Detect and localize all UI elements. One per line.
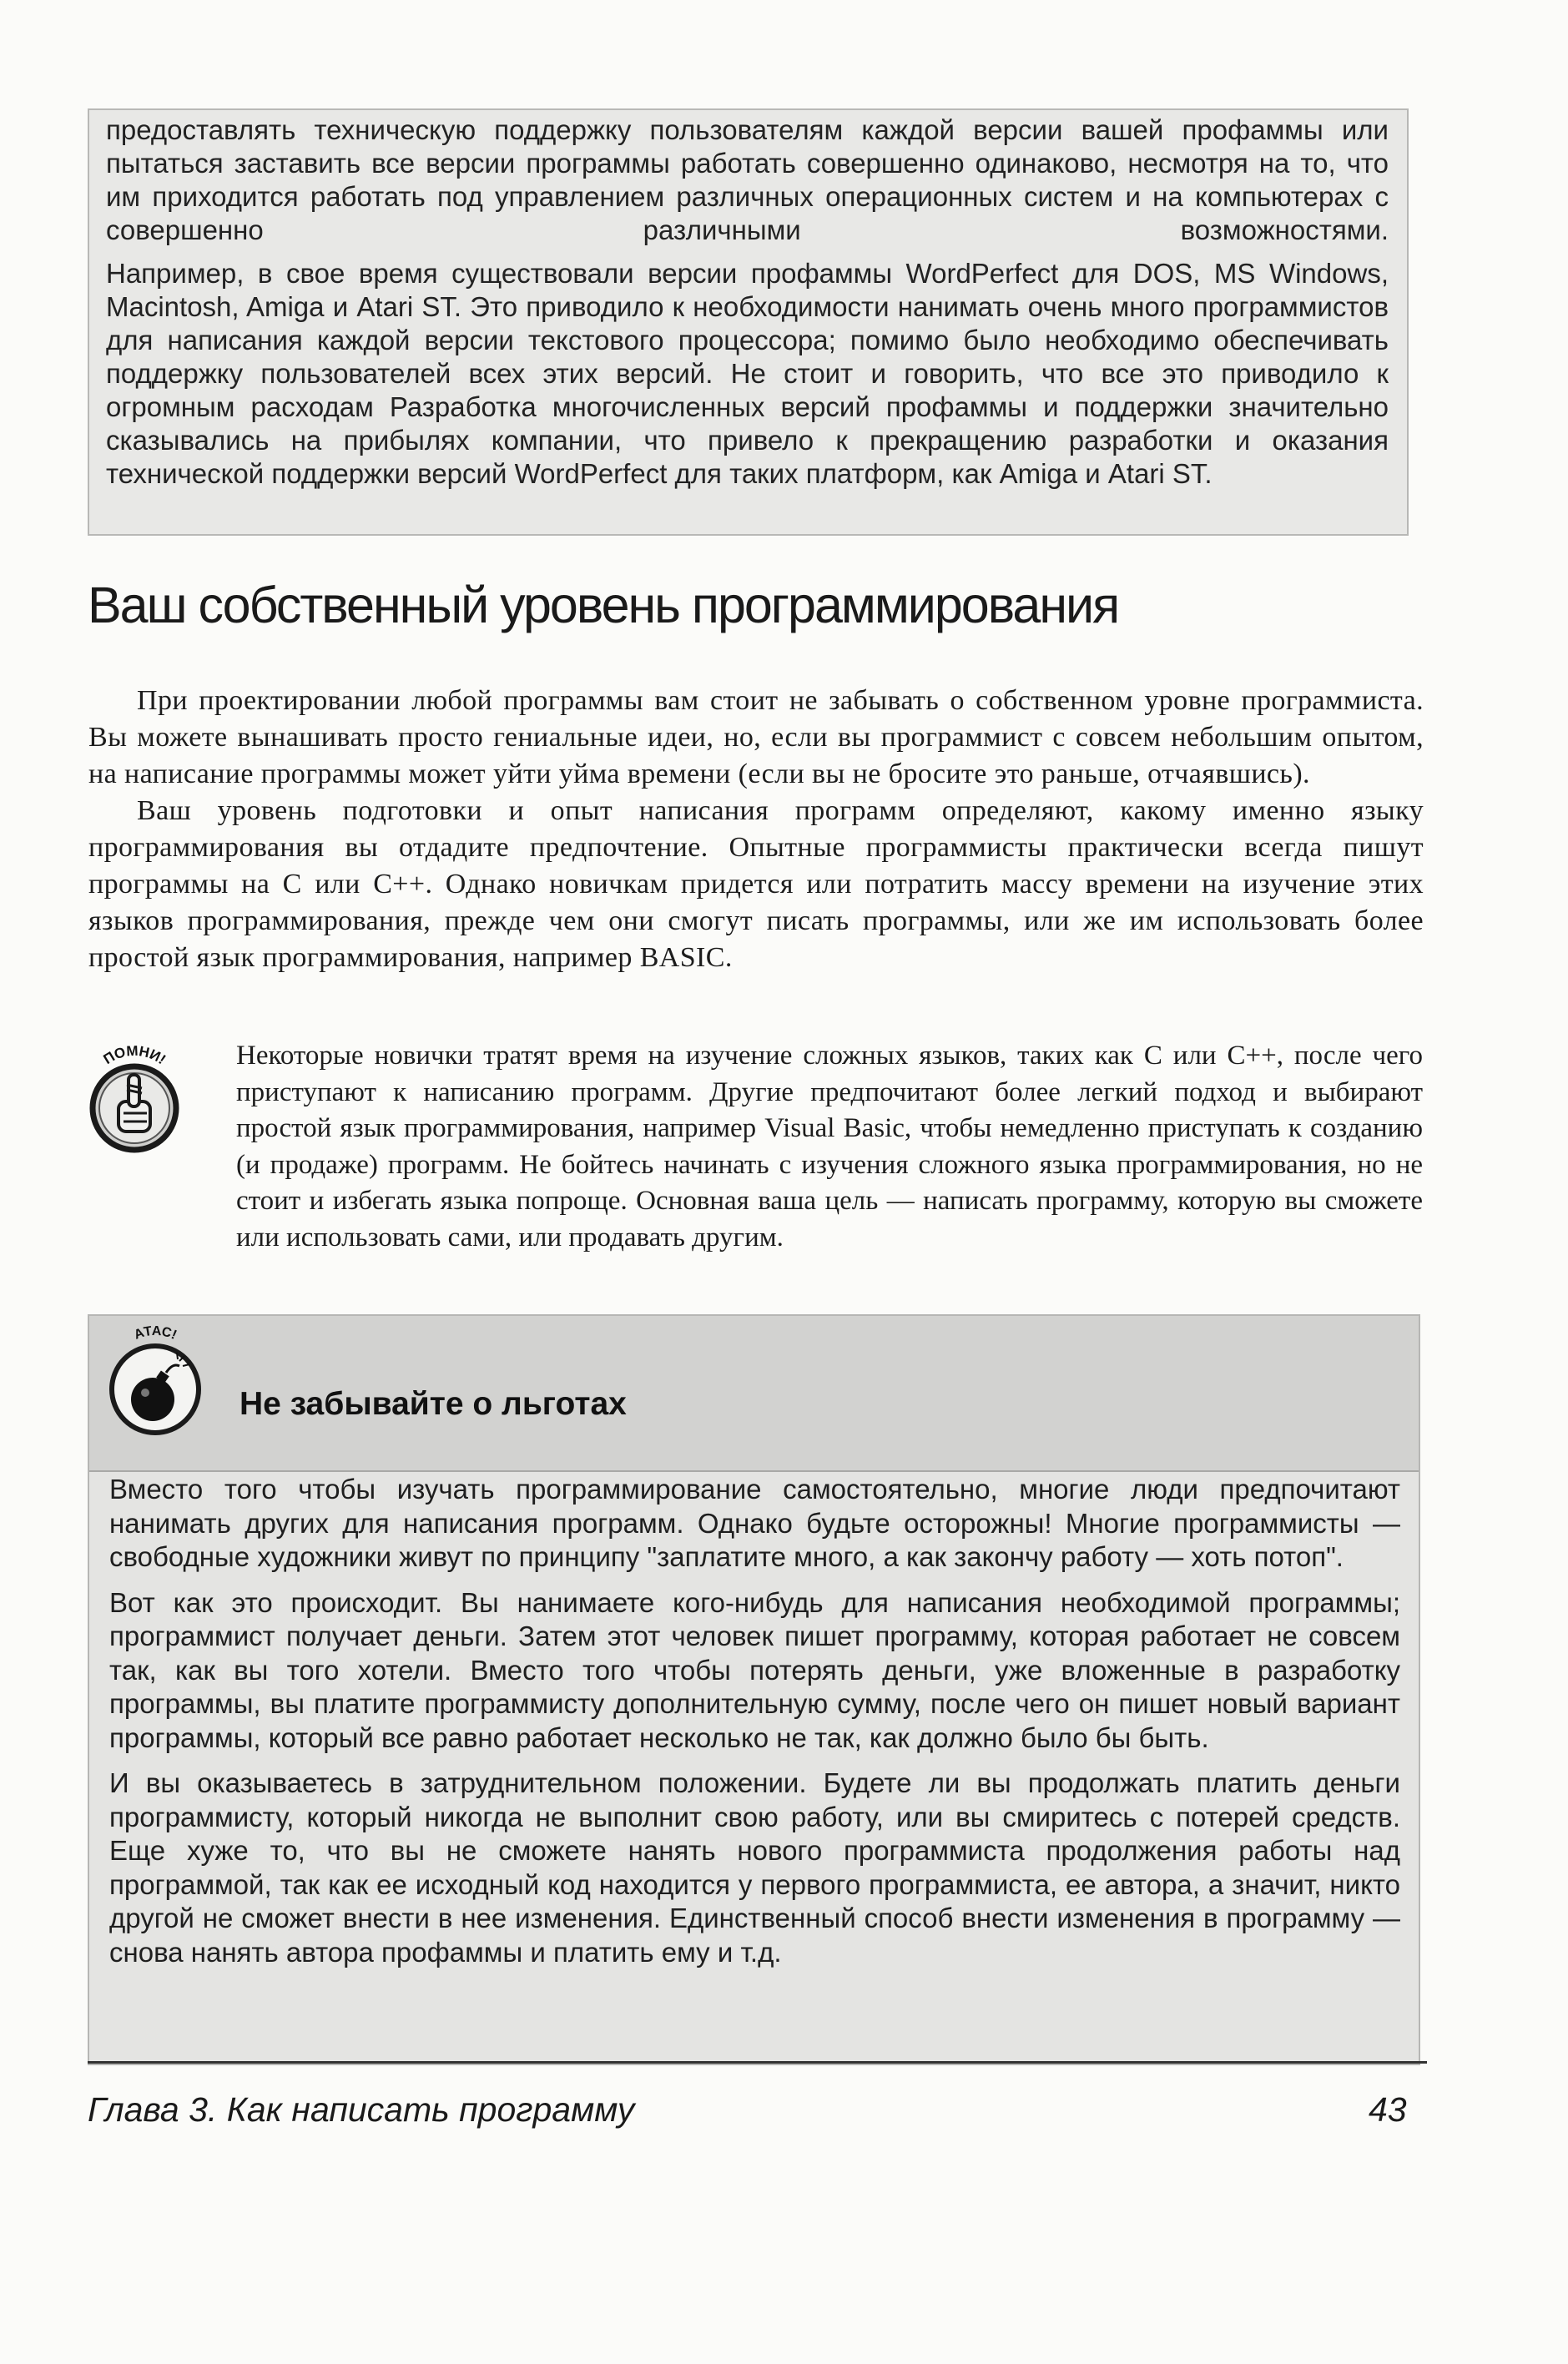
- remember-text: Некоторые новички тратят время на изучение сложных языков, таких как С или С++, после чего приступают к написанию программ. Другие предпочитают более легкий подход и выбирают простой язык программирования, например Visual Basic, чтобы немедленно приступать к созданию (и продаже) программ. Не бойтесь начинать с изучения сложного языка программирования, но не стоит и избегать языка попроще. Основная ваша цель — написать программу, которую вы сможете или использовать сами, или продавать другим.: [236, 1041, 1423, 1253]
- body-paragraph-1: При проектировании любой программы вам стоит не забывать о собственном уровне программиста. Вы можете вынашивать просто гениальные идеи, но, если вы программист с совсем небольшим опытом, на написание программы может уйти уйма времени (если вы не бросите это раньше, отчаявшись).: [88, 685, 1424, 789]
- chapter-title: Глава 3. Как написать программу: [88, 2090, 635, 2129]
- sidebar-paragraph-2: Например, в свое время существовали версии профаммы WordPerfect для DOS, MS Windows, Macintosh, Amiga и Atari ST. Это приводило к необходимости нанимать очень много программистов для написания каждой версии текстового процессора; помимо было необходимо обеспечивать поддержку пользователей всех этих версий. Не стоит и говорить, что все это приводило к огромным расходам Разработка многочисленных версий профаммы и поддержки значительно сказывались на прибылях компании, что привело к прекращению разработки и оказания технической поддержки версий WordPerfect для таких платформ, как Amiga и Atari ST.: [106, 258, 1389, 489]
- warning-title: Не забывайте о льготах: [239, 1386, 627, 1422]
- body-text: [88, 683, 1424, 976]
- sidebar-paragraph-1: предоставлять техническую поддержку пользователям каждой версии вашей профаммы или пытаться заставить все версии программы работать совершенно одинаково, несмотря на то, что им приходится работать под управлением различных операционных систем и на компьютерах с совершенно различными возможностями.: [106, 114, 1389, 245]
- warning-paragraph-3: И вы оказываетесь в затруднительном положении. Будете ли вы продолжать платить деньги программисту, который никогда не выполнит свою работу, или вы смиритесь с потерей средств. Еще хуже то, что вы не сможете нанять нового программиста продолжения работы над программой, так как ее исходный код находится у первого программиста, ее автора, а значит, никто другой не сможет внести в нее изменения. Единственный способ внести изменения в программу — снова нанять автора профаммы и платить ему и т.д.: [109, 1767, 1400, 1968]
- sidebar-box: [88, 108, 1409, 536]
- remember-icon: [72, 1041, 197, 1167]
- page-number: 43: [1369, 2090, 1407, 2129]
- warning-paragraph-2: Вот как это происходит. Вы нанимаете кого-нибудь для написания необходимой программы; программист получает деньги. Затем этот человек пишет программу, которая работает не совсем так, как вы того хотели. Вместо того чтобы потерять деньги, уже вложенные в разработку программы, вы платите программисту дополнительную сумму, после чего он пишет новый вариант программы, который все равно работает несколько не так, как должно было бы быть.: [109, 1586, 1400, 1753]
- svg-text:АТАС!: [132, 1324, 179, 1343]
- warning-icon-label: АТАС!: [132, 1323, 179, 1343]
- footer-rule: [88, 2061, 1427, 2064]
- warning-box: [88, 1314, 1420, 2065]
- bomb-icon: [93, 1323, 218, 1448]
- remember-icon-label: ПОМНИ!: [100, 1042, 169, 1068]
- warning-header: [89, 1316, 1419, 1472]
- warning-paragraph-1: Вместо того чтобы изучать программирование самостоятельно, многие люди предпочитают нанимать других для написания программ. Однако будьте осторожны! Многие программисты — свободные художники живут по принципу "заплатите много, а как закончу работу — хоть потоп".: [109, 1474, 1400, 1572]
- section-title: Ваш собственный уровень программирования: [88, 577, 1119, 633]
- warning-body: [109, 1473, 1400, 1981]
- remember-note: [236, 1038, 1423, 1256]
- body-paragraph-2: Ваш уровень подготовки и опыт написания программ определяют, какому именно языку программирования вы отдадите предпочтение. Опытные программисты практически всегда пишут программы на С или С++. Однако новичкам придется или потратить массу времени на изучение этих языков программирования, прежде чем они смогут писать программы, или же им использовать более простой язык программирования, например BASIC.: [88, 795, 1424, 973]
